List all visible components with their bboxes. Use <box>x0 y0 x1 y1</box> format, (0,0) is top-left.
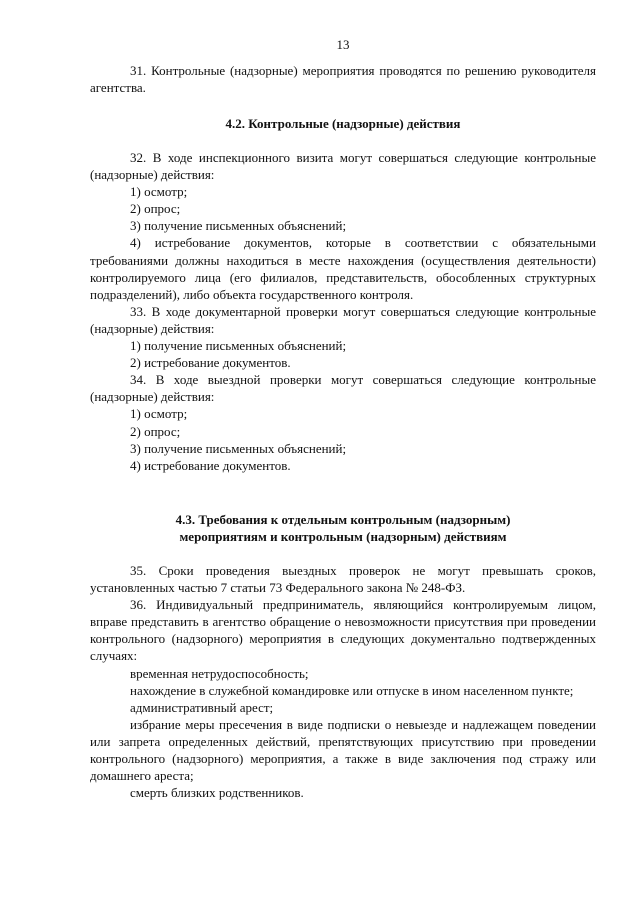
list-item: 1) осмотр; <box>130 406 188 422</box>
list-item: 2) истребование документов. <box>130 355 291 371</box>
paragraph-35: 35. Сроки проведения выездных проверок не могут превышать сроков, установленных частью 7 статьи 73 Федерального закона № 248-ФЗ. <box>90 563 596 596</box>
section-heading-4-3-line-2: мероприятиям и контрольным (надзорным) действиям <box>179 529 507 544</box>
case-item: смерть близких родственников. <box>130 785 304 801</box>
section-heading-4-2: 4.2. Контрольные (надзорные) действия <box>225 116 461 131</box>
page-number: 13 <box>336 37 350 52</box>
case-item: нахождение в служебной командировке или отпуске в ином населенном пункте; <box>130 682 574 698</box>
paragraph-31-text: 31. Контрольные (надзорные) мероприятия проводятся по решению руководителя агентства. <box>90 63 596 96</box>
case-item: административный арест; <box>130 699 274 715</box>
paragraph-32-block <box>90 149 596 474</box>
list-item: 3) получение письменных объяснений; <box>130 440 347 456</box>
section-heading-4-3-block <box>90 511 596 545</box>
list-item: 2) опрос; <box>130 201 181 217</box>
paragraph-32: 32. В ходе инспекционного визита могут совершаться следующие контрольные (надзорные) действия: <box>90 150 596 183</box>
paragraph-36: 36. Индивидуальный предприниматель, являющийся контролируемым лицом, вправе представить в агентство обращение о невозможности присутствия при проведении контрольного (надзорного) мероприятия в следующих документально подтвержденных случаях: <box>90 597 596 664</box>
list-item: 1) получение письменных объяснений; <box>130 338 347 354</box>
list-item: 1) осмотр; <box>130 184 188 200</box>
list-item: 3) получение письменных объяснений; <box>130 218 347 234</box>
section-heading-4-3-line-1: 4.3. Требования к отдельным контрольным (надзорным) <box>175 512 511 527</box>
list-item: 4) истребование документов, которые в соответствии с обязательными требованиями должны находиться в месте нахождения (осуществления деятельности) контролируемого лица (его филиалов, представительств, обособленных структурных подразделений), либо объекта государственного контроля. <box>90 235 596 302</box>
case-item: избрание меры пресечения в виде подписки о невыезде и надлежащем поведении или запрета определенных действий, препятствующих присутствию при проведении контрольного (надзорного) мероприятия, а также в виде заключения под стражу или домашнего ареста; <box>90 716 596 784</box>
list-item: 4) истребование документов. <box>130 457 291 473</box>
paragraph-31 <box>90 62 596 96</box>
section-heading-4-2-block <box>90 115 596 132</box>
paragraph-33: 33. В ходе документарной проверки могут совершаться следующие контрольные (надзорные) действия: <box>90 303 596 336</box>
list-item: 2) опрос; <box>130 423 181 439</box>
case-item: временная нетрудоспособность; <box>130 665 309 681</box>
paragraph-35-block <box>90 562 596 801</box>
paragraph-34: 34. В ходе выездной проверки могут совершаться следующие контрольные (надзорные) действия: <box>90 372 596 405</box>
